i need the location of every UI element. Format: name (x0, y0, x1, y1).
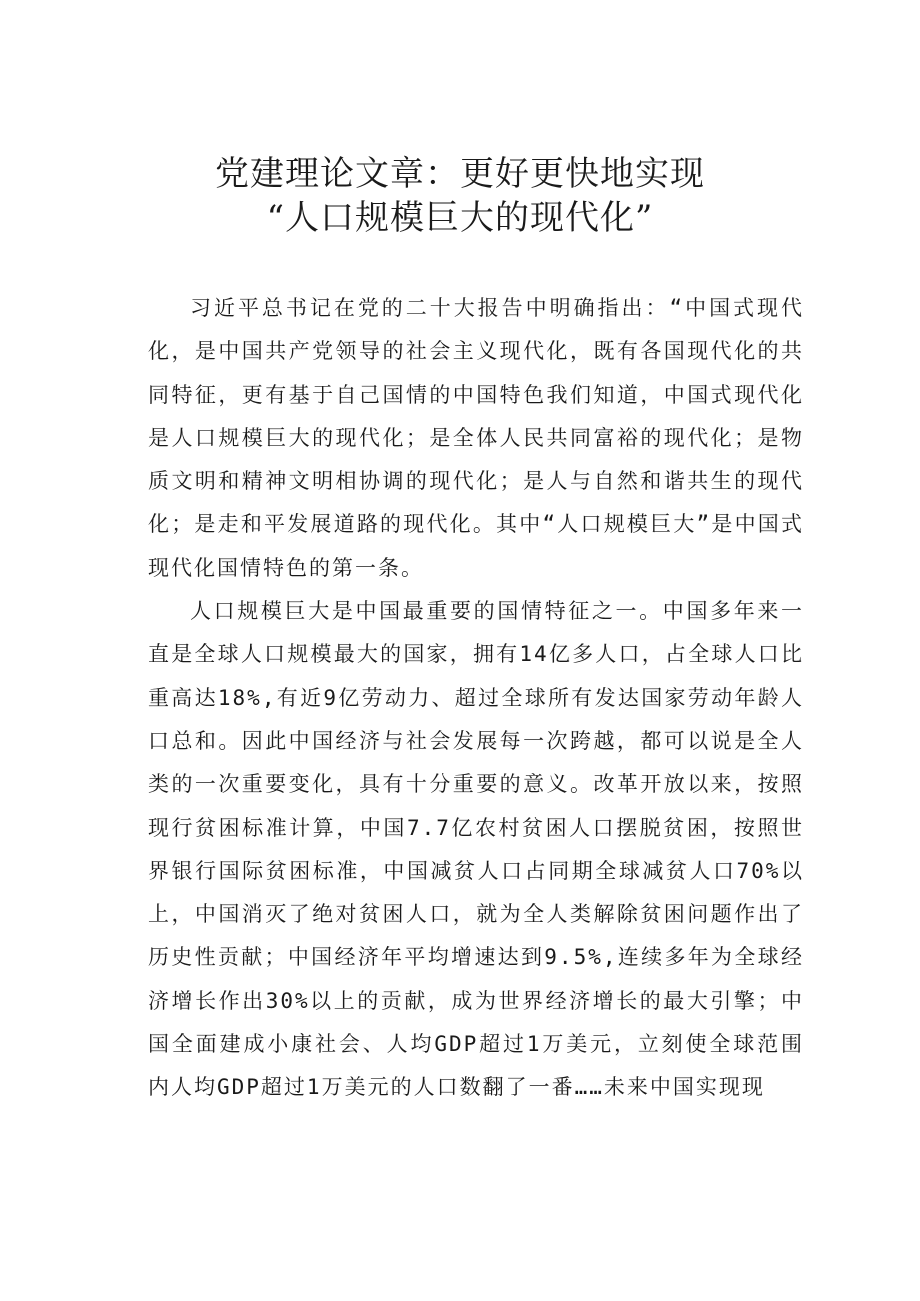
title-line-2: “人口规模巨大的现代化” (266, 198, 654, 238)
body-paragraph-1: 习近平总书记在党的二十大报告中明确指出：“中国式现代化，是中国共产党领导的社会主义现代化，既有各国现代化的共同特征，更有基于自己国情的中国特色我们知道，中国式现代化是人口规模巨大的现代化；是全体人民共同富裕的现代化；是物质文明和精神文明相协调的现代化；是人与自然和谐共生的现代化；是走和平发展道路的现代化。其中“人口规模巨大”是中国式现代化国情特色的第一条。 (148, 296, 804, 580)
document-body (148, 287, 804, 1110)
document-title (120, 152, 800, 240)
title-line-1: 党建理论文章：更好更快地实现 (215, 154, 705, 194)
body-paragraph-2: 人口规模巨大是中国最重要的国情特征之一。中国多年来一直是全球人口规模最大的国家，拥有14亿多人口，占全球人口比重高达18%,有近9亿劳动力、超过全球所有发达国家劳动年龄人口总和。因此中国经济与社会发展每一次跨越，都可以说是全人类的一次重要变化，具有十分重要的意义。改革开放以来，按照现行贫困标准计算，中国7.7亿农村贫困人口摆脱贫困，按照世界银行国际贫困标准，中国减贫人口占同期全球减贫人口70%以上，中国消灭了绝对贫困人口，就为全人类解除贫困问题作出了历史性贡献；中国经济年平均增速达到9.5%,连续多年为全球经济增长作出30%以上的贡献，成为世界经济增长的最大引擎；中国全面建成小康社会、人均GDP超过1万美元，立刻使全球范围内人均GDP超过1万美元的人口数翻了一番……未来中国实现现 (148, 599, 804, 1100)
